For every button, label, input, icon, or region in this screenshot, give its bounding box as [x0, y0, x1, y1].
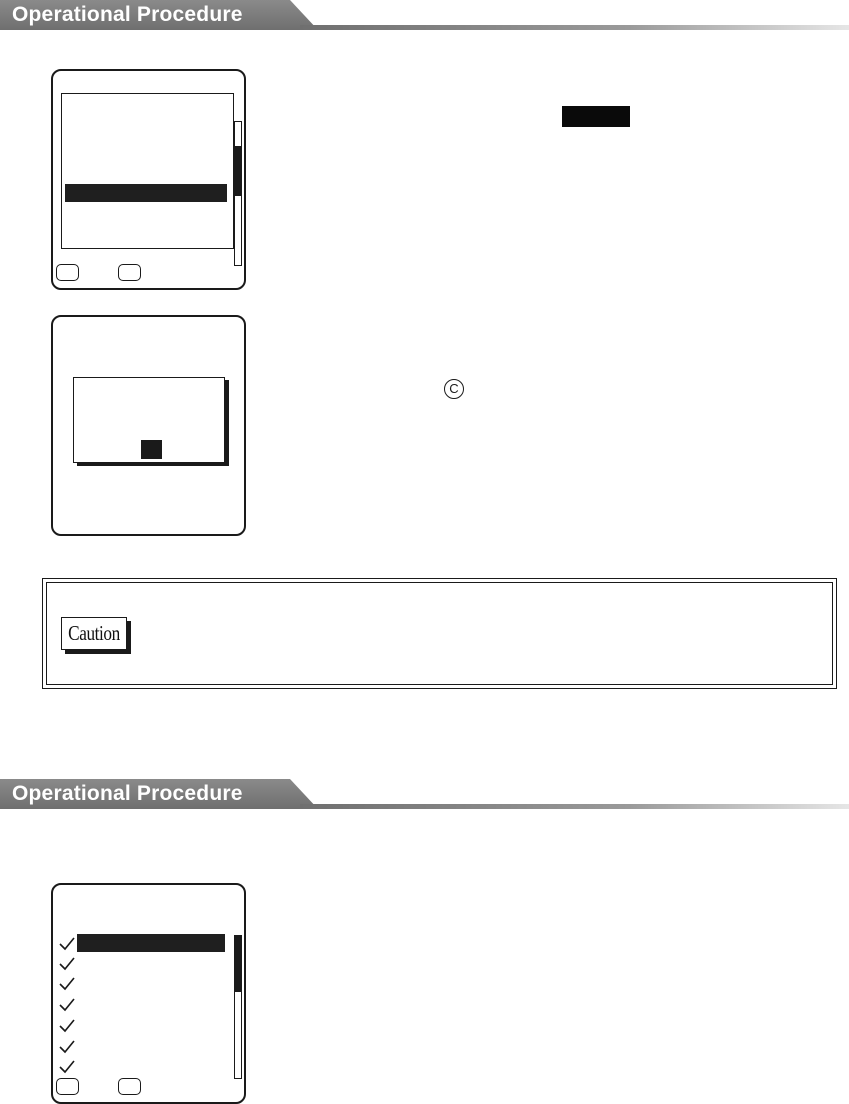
caution-box-inner: [46, 582, 833, 685]
confirm-popup: [73, 377, 225, 463]
scrollbar[interactable]: [234, 935, 242, 1079]
check-icon: [59, 937, 75, 951]
selected-list-item[interactable]: [77, 934, 225, 952]
check-icon: [59, 998, 75, 1012]
scroll-thumb[interactable]: [235, 146, 241, 196]
check-icon: [59, 957, 75, 971]
device-screen-dialog: [51, 315, 246, 536]
section-header: [0, 779, 849, 809]
caution-box: [42, 578, 837, 689]
display-screen: [61, 93, 234, 249]
right-softkey-icon[interactable]: [118, 1078, 141, 1095]
device-screen-menu: [51, 69, 246, 290]
section-title: Operational Procedure: [12, 3, 243, 26]
check-icon: [59, 1019, 75, 1033]
check-icon: [59, 1060, 75, 1074]
caution-label: Caution: [68, 621, 120, 645]
header-rule: [300, 25, 849, 30]
scroll-thumb[interactable]: [235, 936, 241, 992]
check-icon: [59, 1040, 75, 1054]
highlighted-key-label: [562, 106, 630, 127]
left-softkey-icon[interactable]: [56, 264, 79, 281]
right-softkey-icon[interactable]: [118, 264, 141, 281]
device-screen-checklist: [51, 883, 246, 1104]
caution-badge: [61, 617, 127, 650]
check-icon: [59, 977, 75, 991]
circled-c-mark: C: [444, 379, 464, 399]
header-rule: [300, 804, 849, 809]
section-title: Operational Procedure: [12, 782, 243, 805]
section-header: [0, 0, 849, 30]
selected-menu-item[interactable]: [65, 184, 227, 202]
left-softkey-icon[interactable]: [56, 1078, 79, 1095]
popup-ok-button[interactable]: [141, 440, 162, 459]
scrollbar[interactable]: [234, 121, 242, 266]
